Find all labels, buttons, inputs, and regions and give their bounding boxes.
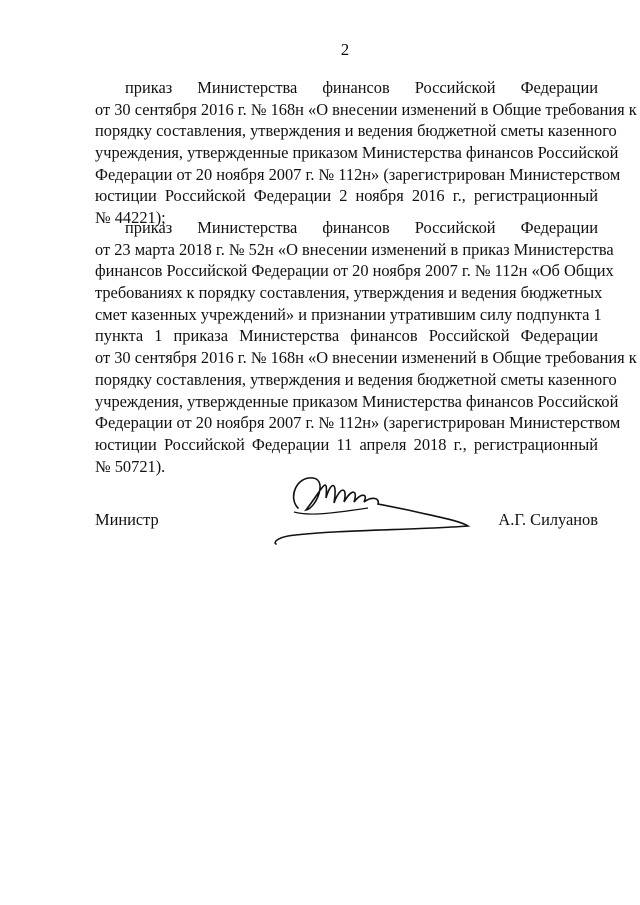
signature-image [268, 468, 478, 548]
text-line: № 50721). [95, 456, 166, 476]
text-line: учреждения, утвержденные приказом Министерства финансов Российской [95, 391, 619, 411]
text-line: от 30 сентября 2016 г. № 168н «О внесении изменений в Общие требования к [95, 348, 637, 368]
text-line: от 30 сентября 2016 г. № 168н «О внесении изменений в Общие требования к [95, 99, 637, 119]
text-line: учреждения, утвержденные приказом Министерства финансов Российской [95, 143, 619, 163]
text-line: смет казенных учреждений» и признании утратившим силу подпункта 1 [95, 304, 602, 324]
paragraph-order-2016 [95, 77, 637, 229]
text-line: порядку составления, утверждения и ведения бюджетной сметы казенного [95, 121, 617, 141]
text-line: № 44221); [95, 208, 166, 228]
text-line: порядку составления, утверждения и ведения бюджетной сметы казенного [95, 369, 617, 389]
text-line: приказ Министерства финансов Российской Федерации [125, 78, 598, 97]
text-line: приказ Министерства финансов Российской Федерации [125, 218, 598, 237]
paragraph-order-2018 [95, 217, 637, 477]
text-line: Федерации от 20 ноября 2007 г. № 112н» (зарегистрирован Министерством [95, 413, 621, 433]
text-line: требованиях к порядку составления, утверждения и ведения бюджетных [95, 283, 603, 303]
signatory-title: Министр [95, 510, 159, 529]
signatory-name: А.Г. Силуанов [498, 510, 598, 529]
text-line: Федерации от 20 ноября 2007 г. № 112н» (зарегистрирован Министерством [95, 164, 621, 184]
text-line: юстиции Российской Федерации 11 апреля 2018 г., регистрационный [95, 434, 598, 454]
page-number: 2 [340, 40, 350, 59]
text-line: пункта 1 приказа Министерства финансов Российской Федерации [95, 326, 598, 346]
text-line: от 23 марта 2018 г. № 52н «О внесении изменений в приказ Министерства [95, 239, 614, 259]
text-line: финансов Российской Федерации от 20 ноября 2007 г. № 112н «Об Общих [95, 261, 614, 281]
text-line: юстиции Российской Федерации 2 ноября 2016 г., регистрационный [95, 186, 598, 206]
